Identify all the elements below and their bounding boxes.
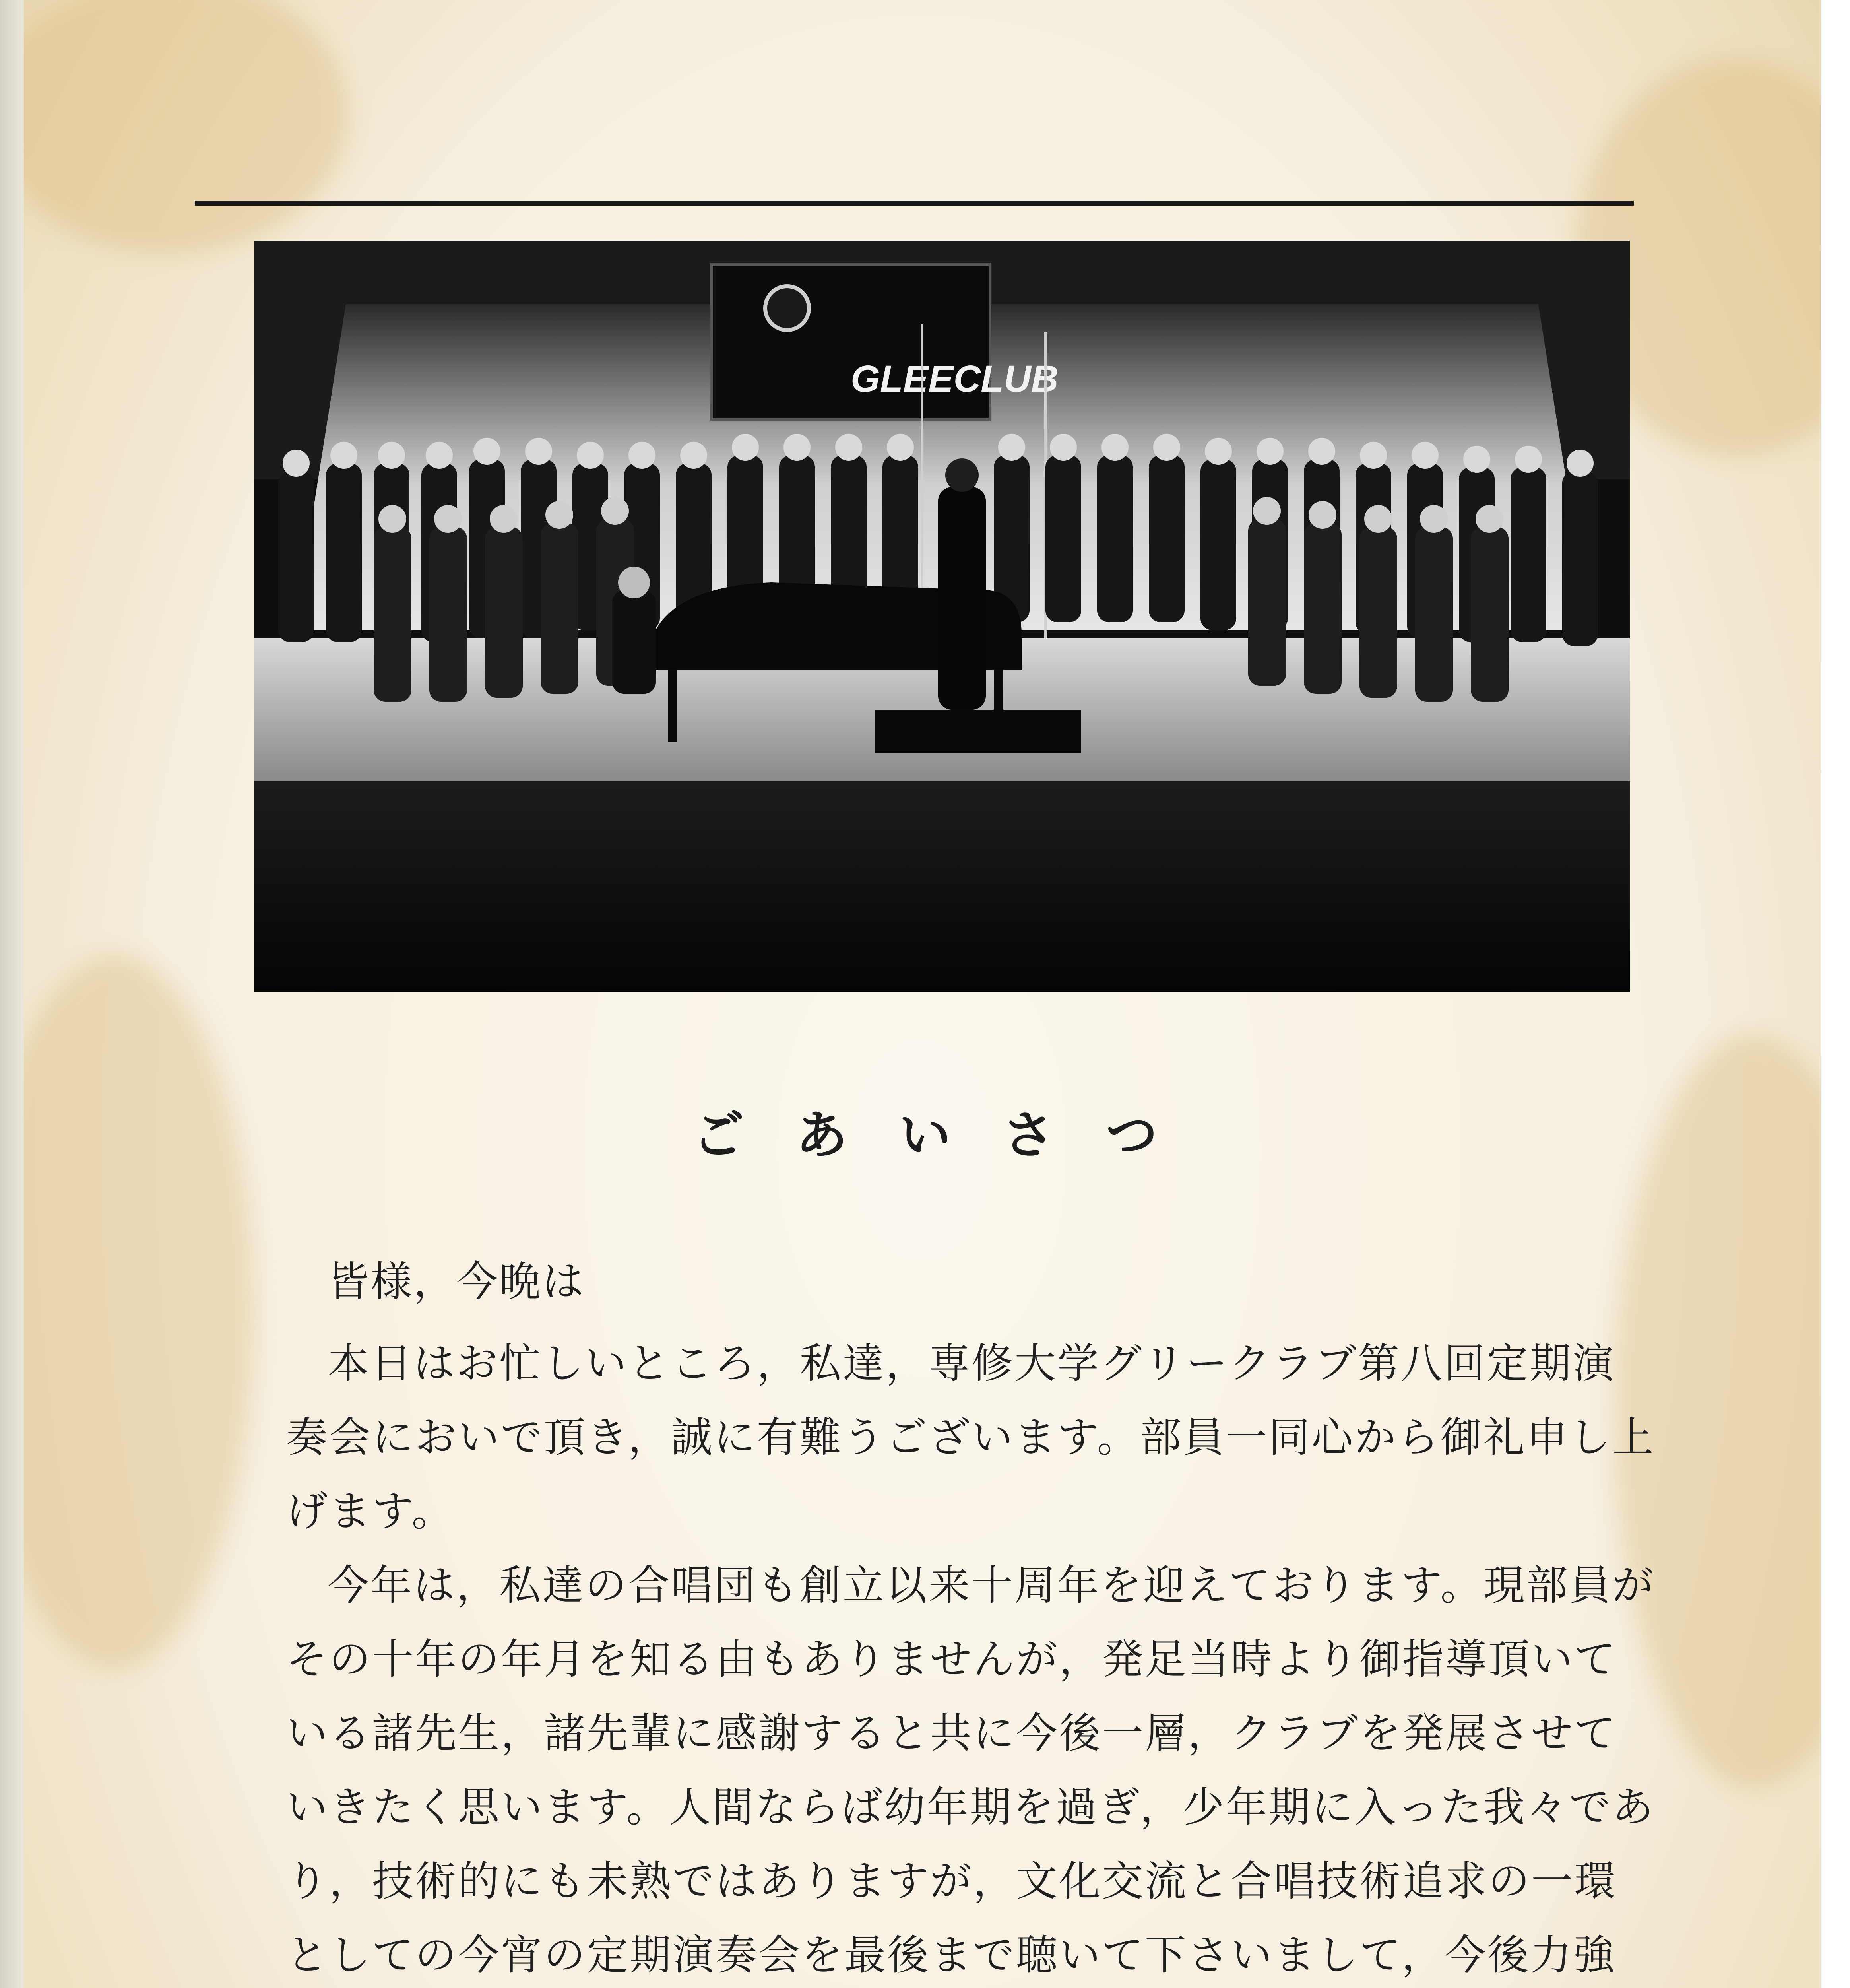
- greeting-line: 皆様，今晩は: [328, 1257, 586, 1306]
- banner-text: GLEECLUB: [851, 358, 1059, 400]
- page-title: ごあいさつ: [692, 1105, 1209, 1165]
- paragraph-1: 本日はお忙しいところ，私達，専修大学グリークラブ第八回定期演奏会においで頂き，誠に有難うございます。部員一同心から御礼申し上げます。: [286, 1339, 1655, 1536]
- greeting-body: [286, 1244, 1658, 1988]
- choir-photo: [254, 241, 1630, 992]
- paper-stain: [24, 954, 254, 1670]
- header-rule: [195, 201, 1634, 206]
- choir-photo-illustration: [254, 241, 1630, 992]
- page-binding-edge: [0, 0, 24, 1988]
- paper-stain: [24, 0, 350, 254]
- crest-icon: [765, 286, 809, 330]
- paragraph-2: 今年は，私達の合唱団も創立以来十周年を迎えております。現部員がその十年の年月を知る由もありませんが，発足当時より御指導頂いている諸先生，諸先輩に感謝すると共に今後一層，クラブを発展させていきたく思います。人間ならば幼年期を過ぎ，少年期に入った我々であり，技術的にも未熟ではありますが，文化交流と合唱技術追求の一環としての今宵の定期演奏会を最後まで聴いて下さいまして，今後力強: [286, 1561, 1655, 1979]
